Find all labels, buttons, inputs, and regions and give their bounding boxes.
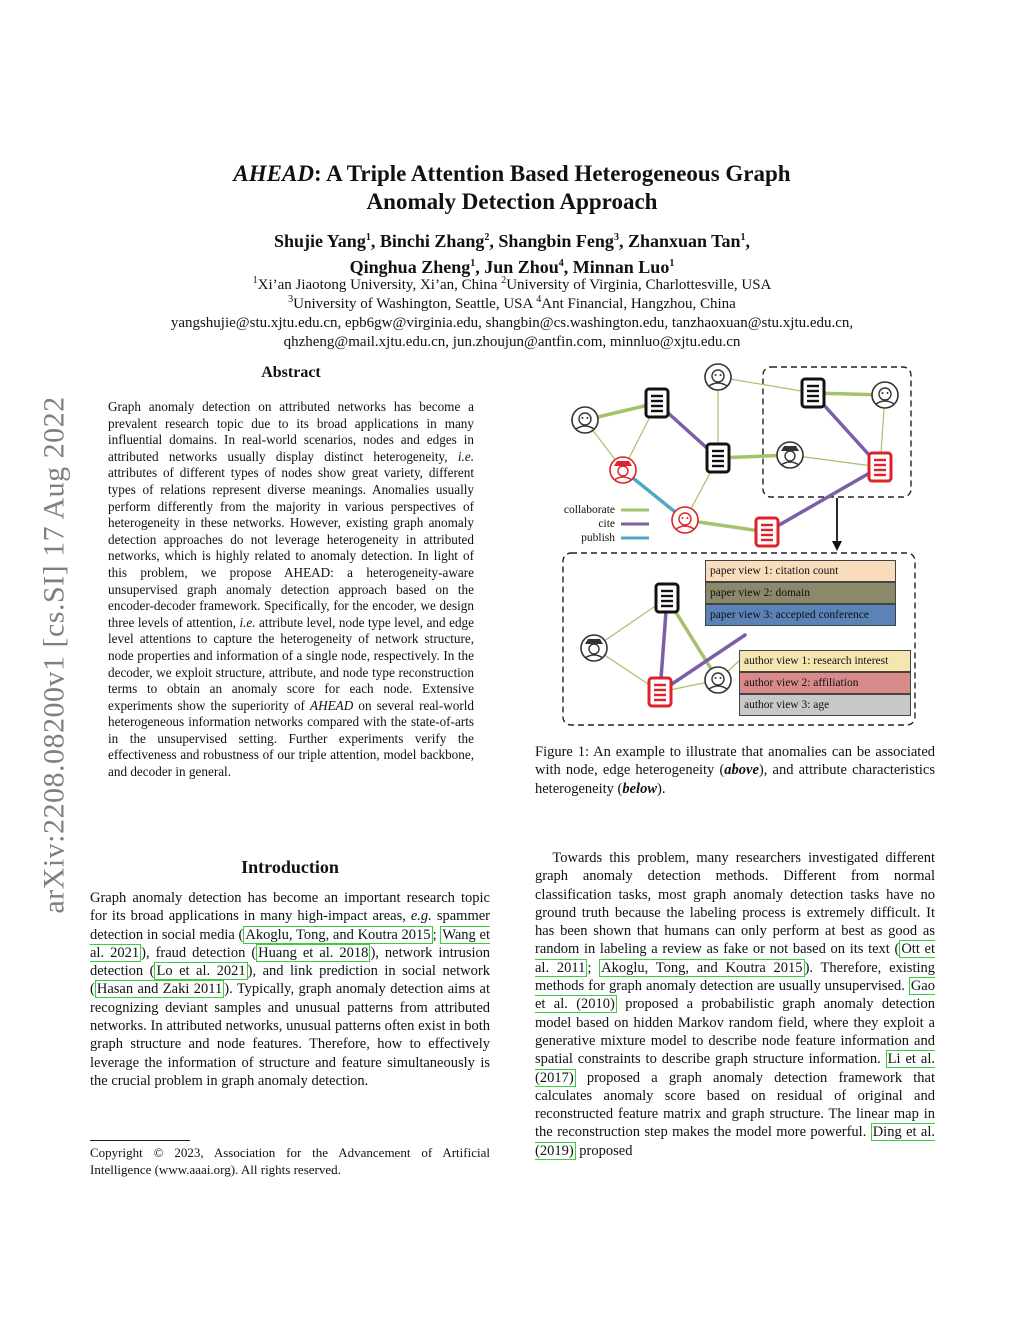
author-sup: 4 xyxy=(558,258,564,269)
affiliations xyxy=(100,276,924,352)
title-line1: : A Triple Attention Based Heterogeneous Graph xyxy=(313,161,791,186)
legend-cite: cite xyxy=(598,518,615,530)
abstract-heading: Abstract xyxy=(261,364,321,381)
author-name: Qinghua Zheng xyxy=(349,257,471,277)
abstract-ahead: AHEAD xyxy=(310,697,354,713)
intro-part: Graph anomaly detection has become an important research topic for its broad applications in many high-impact areas, xyxy=(90,890,490,925)
abstract-part: Graph anomaly detection on attributed networks has become a prevalent research topic due to its broad applications in many influential domains. In real-world scenarios, nodes and edges in attributed networks usually display distinct heterogeneity, xyxy=(108,399,474,464)
author-view-3: author view 3: age xyxy=(739,694,911,716)
intro-part: ), network intrusion detection ( xyxy=(90,944,490,980)
caption-part: ), and attribute characteristics heterogeneity ( xyxy=(535,762,935,797)
paper-node-icon xyxy=(707,444,729,472)
author-name: Minnan Luo xyxy=(572,257,670,277)
right-part: proposed xyxy=(575,1142,633,1159)
title-line2: Anomaly Detection Approach xyxy=(366,189,658,214)
affil-sup: 3 xyxy=(288,294,294,305)
author-name: Shujie Yang xyxy=(273,231,366,251)
author-name: Zhanxuan Tan xyxy=(627,231,741,251)
abstract-text xyxy=(108,399,474,781)
citation-link[interactable]: Akoglu, Tong, and Koutra 2015 xyxy=(245,926,431,943)
figure-caption xyxy=(535,743,935,798)
author-node-icon xyxy=(777,442,803,468)
citation-link[interactable]: Ding et al. (2019) xyxy=(535,1124,935,1159)
caption-part: Figure 1: An example to illustrate that anomalies can be associated with node, edge heterogeneity ( xyxy=(535,744,935,779)
paper-node-icon xyxy=(802,379,824,407)
intro-part: ), fraud detection ( xyxy=(141,944,257,961)
author-name: Jun Zhou xyxy=(484,257,559,277)
anomaly-author-icon xyxy=(610,457,636,483)
affiliation: Ant Financial, Hangzhou, China xyxy=(541,296,736,312)
author-node-icon xyxy=(581,635,607,661)
legend-collaborate: collaborate xyxy=(563,504,615,516)
citation-link[interactable]: Huang et al. 2018 xyxy=(258,944,369,961)
citation-link[interactable]: Gao et al. (2010) xyxy=(535,978,935,1013)
abstract-ie: i.e. xyxy=(457,448,474,464)
abstract-part: attribute level, node type level, and edge level attentions to capture the heterogeneity of network structure, node properties and information of a single node, respectively. In the decoder, we exploit structure, attribute, and node type reconstruction terms to obtain an anomaly score for each node. Extensive experiments show the superiority of xyxy=(108,614,474,713)
intro-part: ), and link prediction in social network ( xyxy=(90,963,490,998)
affiliation: Xi’an Jiaotong University, Xi’an, China xyxy=(257,277,502,293)
intro-text xyxy=(90,889,490,1090)
affiliation: University of Washington, Seattle, USA xyxy=(293,296,537,312)
legend-publish: publish xyxy=(581,532,615,544)
intro-part: ). Typically, graph anomaly detection aims at recognizing deviant samples and unusual patterns from attributed networks. In attributed networks, unusual patterns often exist in both graph structure and node features. Therefore, how to effectively leverage the information of structure and feature simultaneously is the crucial problem in graph anomaly detection. xyxy=(90,981,490,1089)
author-sup: 1 xyxy=(740,232,746,243)
author-view-1: author view 1: research interest xyxy=(739,650,911,672)
author-node-icon xyxy=(872,382,898,408)
right-part: Towards this problem, many researchers investigated different graph anomaly detection methods. Different from normal classification tasks, most graph anomaly detection tasks have no ground truth because the labeling process is extremely difficult. It has been shown that humans can only perform at best as good as random in labeling a review as fake or not based on its text ( xyxy=(535,850,935,958)
arxiv-stamp xyxy=(30,360,80,950)
top-graph-nodes xyxy=(572,364,898,546)
author-name: Shangbin Feng xyxy=(498,231,614,251)
author-sup: 1 xyxy=(365,232,371,243)
abstract-part: attributes of different types of nodes show great variety, different types of relations represent diverse meanings. Anomalies usually perform differently from the majority in various perspectives of heterogeneity in these networks. However, existing graph anomaly detection approaches do not leverage heterogeneity in attributed networks, which is highly related to anomaly detection. In light of this problem, we propose AHEAD: a heterogeneity-aware unsupervised graph anomaly detection approach based on the encoder-decoder framework. Specifically, for the encoder, we design three levels of attention, xyxy=(108,465,474,630)
author-sup: 1 xyxy=(470,258,476,269)
caption-below: below xyxy=(622,780,658,797)
right-part: ; xyxy=(587,959,600,976)
paper-view-1: paper view 1: citation count xyxy=(705,560,896,582)
right-column-text xyxy=(535,849,935,1160)
copyright-footnote: Copyright © 2023, Association for the Advancement of Artificial Intelligence (www.aaai.org). All rights reserved. xyxy=(90,1145,490,1177)
email-list: qhzheng@mail.xjtu.edu.cn, jun.zhoujun@antfin.com, minnluo@xjtu.edu.cn xyxy=(283,334,741,350)
citation-link[interactable]: Lo et al. 2021 xyxy=(156,963,246,980)
anomaly-paper-icon xyxy=(756,518,778,546)
right-part: proposed a graph anomaly detection framework that calculates anomaly score based on residual of original and reconstructed feature matrix and graph structure. The linear map in the reconstruction step makes the model more powerful. xyxy=(535,1069,935,1141)
author-list: Shujie Yang$^1$, Binchi Zhang$^2$, Shangbin Feng$^3$, Zhanxuan Tan$^1$, Qinghua Zheng$^1$, Jun Zhou$^4$, Minnan Luo$^1$ xyxy=(273,231,751,277)
affil-sup: 4 xyxy=(536,294,542,305)
abstract-ie: i.e. xyxy=(239,614,256,630)
paper-view-2: paper view 2: domain xyxy=(705,582,896,604)
intro-part: spammer detection in social media ( xyxy=(90,908,490,943)
email-list: yangshujie@stu.xjtu.edu.cn, epb6gw@virginia.edu, shangbin@cs.washington.edu, tanzhaoxuan@stu.xjtu.edu.cn, xyxy=(170,315,854,331)
anomaly-paper-icon xyxy=(649,678,671,706)
footnote-rule xyxy=(90,1140,190,1141)
author-node-icon xyxy=(705,364,731,390)
anomaly-paper-icon xyxy=(869,453,891,481)
citation-link[interactable]: Li et al. (2017) xyxy=(535,1051,935,1086)
affiliation: University of Virginia, Charlottesville, USA xyxy=(506,277,772,293)
paper-node-icon xyxy=(646,389,668,417)
author-view-2: author view 2: affiliation xyxy=(739,672,911,694)
intro-part: ; xyxy=(432,926,441,943)
paper-title xyxy=(100,160,924,216)
anomaly-author-icon xyxy=(672,507,698,533)
affil-sup: 1 xyxy=(252,275,258,286)
figure-1 xyxy=(535,355,935,735)
affil-sup: 2 xyxy=(501,275,507,286)
author-sup: 1 xyxy=(669,258,675,269)
author-sup: 3 xyxy=(613,232,619,243)
right-part: proposed a probabilistic graph anomaly detection model based on hidden Markov random field, where they exploit a generative mixture model to describe node feature information and spatial constraints to describe graph structure information. xyxy=(535,996,935,1068)
citation-link[interactable]: Ott et al. 2011 xyxy=(535,941,935,976)
abstract-part: on several real-world heterogeneous information networks compared with the state-of-arts in the unsupervised setting. Further experiments verify the effectiveness and robustness of our triple attention, model backbone, and decoder in general. xyxy=(108,697,474,780)
arrow-head xyxy=(832,541,842,551)
caption-part: ). xyxy=(657,780,666,797)
intro-eg: e.g. xyxy=(410,908,432,925)
paper-node-icon xyxy=(656,584,678,612)
caption-above: above xyxy=(724,762,759,779)
arxiv-id: arXiv:2208.08200v1 [cs.SI] 17 Aug 2022 xyxy=(38,396,72,914)
citation-link[interactable]: Akoglu, Tong, and Koutra 2015 xyxy=(601,959,803,976)
author-node-icon xyxy=(705,667,731,693)
citation-link[interactable]: Hasan and Zaki 2011 xyxy=(96,981,223,998)
paper-view-3: paper view 3: accepted conference xyxy=(705,604,896,626)
citation-link[interactable]: Wang et al. 2021 xyxy=(90,926,490,961)
author-sup: 2 xyxy=(484,232,490,243)
right-part: ). Therefore, existing methods for graph anomaly detection are usually unsupervised. xyxy=(535,959,935,995)
title-ahead: AHEAD xyxy=(233,161,314,186)
author-node-icon xyxy=(572,407,598,433)
author-name: Binchi Zhang xyxy=(379,231,485,251)
intro-heading: Introduction xyxy=(241,857,339,877)
